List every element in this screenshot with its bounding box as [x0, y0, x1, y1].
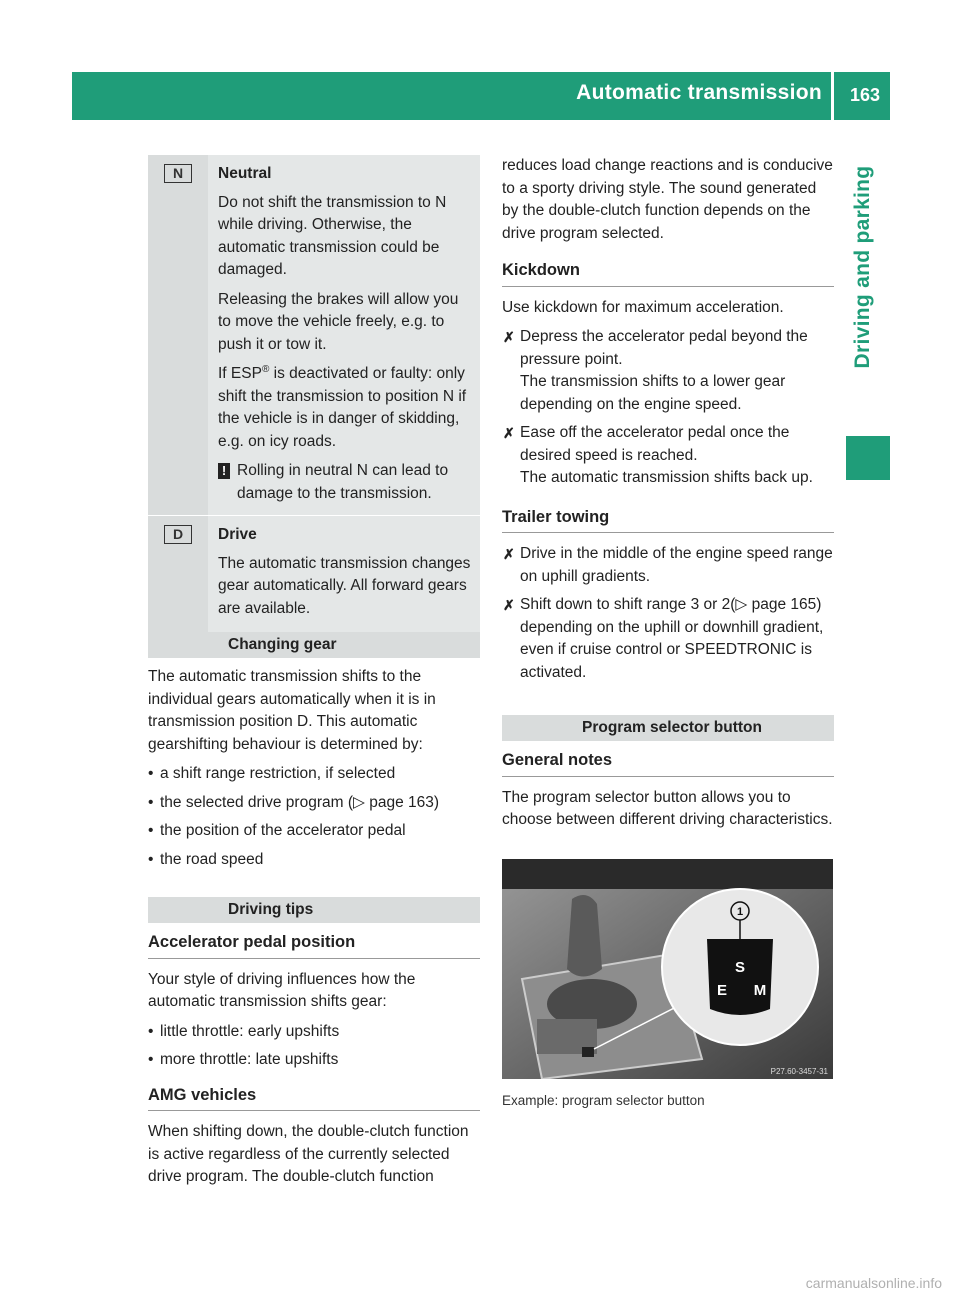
svg-text:1: 1 [736, 906, 744, 918]
subsection-heading: General notes [502, 749, 834, 777]
list-item: • little throttle: early upshifts [148, 1021, 480, 1044]
list-item: ✗ Ease off the accelerator pedal once the desired speed is reached. The automatic transmission shifts back up. [503, 424, 813, 486]
changing-gear-section [148, 632, 480, 877]
list-item: • more throttle: late upshifts [148, 1049, 480, 1072]
section-heading: Driving tips [148, 897, 480, 923]
page-number: 163 [849, 85, 880, 105]
section-heading: Program selector button [502, 715, 834, 741]
gear-position-table [148, 155, 480, 637]
list-item: • the road speed [148, 849, 480, 872]
paragraph: reduces load change reactions and is conducive to a sporty driving style. The sound generated by the double-clutch function depends on the drive program selected. [502, 157, 833, 242]
paragraph: When shifting down, the double-clutch function is active regardless of the currently selected drive program. The double-clutch function [148, 1123, 469, 1185]
paragraph: Use kickdown for maximum acceleration. [502, 298, 784, 316]
page-header [72, 72, 890, 120]
list-item: ✗ Depress the accelerator pedal beyond the pressure point. The transmission shifts to a lower gear depending on the engine speed. [503, 328, 808, 413]
svg-text:E: E [716, 982, 728, 999]
side-tab-marker [846, 436, 890, 480]
paragraph: The program selector button allows you to choose between different driving characteristics. [502, 788, 833, 828]
side-section-label: Driving and parking [850, 165, 874, 369]
header-title: Automatic transmission [576, 81, 822, 104]
photo-caption: Example: program selector button [502, 1093, 705, 1108]
header-divider [831, 72, 834, 120]
neutral-esp-paragraph: If ESP® is deactivated or faulty: only shift the transmission to position N if the vehicle is in danger of skidding, e.g. on icy roads. [218, 363, 467, 450]
table-row-neutral [148, 155, 480, 515]
list-item: ✗ Shift down to shift range 3 or 2(▷ page 165) depending on the uphill or downhill gradient, even if cruise control or SPEEDTRONIC is activated. [503, 596, 824, 681]
drive-title: Drive [218, 526, 257, 543]
section-heading: Changing gear [148, 632, 480, 658]
neutral-paragraph: Do not shift the transmission to N while driving. Otherwise, the automatic transmission could be damaged. [218, 193, 447, 278]
list-item: ✗ Drive in the middle of the engine speed range on uphill gradients. [503, 545, 833, 585]
list-item: • the position of the accelerator pedal [148, 820, 480, 843]
selector-button-in-photo [582, 1047, 594, 1057]
svg-text:S: S [734, 959, 746, 976]
subsection-heading: Trailer towing [502, 506, 834, 534]
program-selector-section [502, 715, 834, 839]
drive-symbol-icon: D [164, 525, 192, 544]
right-column [502, 155, 834, 690]
svg-text:P27.60-3457-31: P27.60-3457-31 [770, 1067, 828, 1076]
subsection-heading: Accelerator pedal position [148, 931, 480, 959]
warning-text: Rolling in neutral N can lead to damage to the transmission. [237, 462, 449, 502]
neutral-symbol-icon: N [164, 164, 192, 183]
watermark: carmanualsonline.info [805, 1275, 942, 1291]
list-item: • a shift range restriction, if selected [148, 763, 480, 786]
subsection-heading: Kickdown [502, 259, 834, 287]
svg-text:M: M [753, 982, 767, 999]
neutral-title: Neutral [218, 165, 272, 182]
table-row-drive [148, 516, 480, 637]
neutral-warning [218, 460, 474, 505]
drive-paragraph: The automatic transmission changes gear automatically. All forward gears are available. [218, 554, 471, 617]
warning-icon: ! [218, 463, 230, 479]
list-item: • the selected drive program (▷ page 163) [148, 792, 480, 815]
changing-gear-intro: The automatic transmission shifts to the individual gears automatically when it is in transmission position D. This automatic gearshifting behaviour is determined by: [148, 668, 436, 753]
paragraph: Your style of driving influences how the automatic transmission shifts gear: [148, 970, 416, 1010]
driving-tips-section [148, 897, 480, 1196]
neutral-paragraph: Releasing the brakes will allow you to move the vehicle freely, e.g. to push it or tow it. [218, 290, 459, 353]
subsection-heading: AMG vehicles [148, 1084, 480, 1112]
program-selector-photo [502, 859, 833, 1079]
